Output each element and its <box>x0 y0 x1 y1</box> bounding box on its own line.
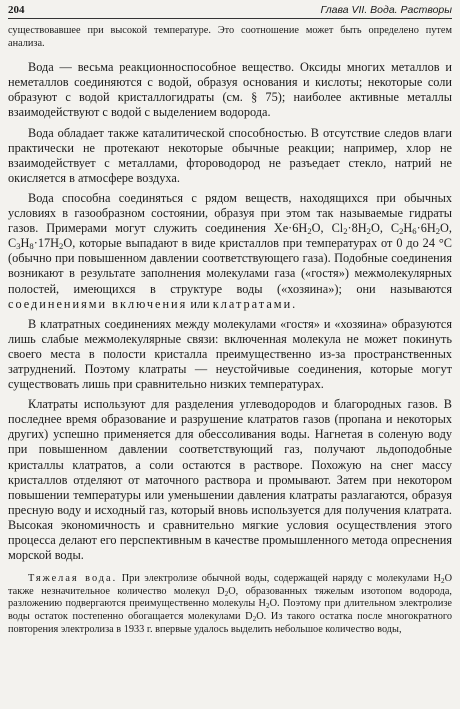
term-clathrates: клатратами. <box>212 296 298 311</box>
paragraph-reactivity: Вода — весьма реакционноспособное вещество. Оксиды многих металлов и неметаллов соединяются с водой, образуя основания и кислоты; некоторые соли образуют с водой кристаллогидраты (см. § 75); наиболее активные металлы взаимодействуют с водой с выделением водорода. <box>8 60 452 120</box>
formula-c2h6-hydrate: $C_2H_6\cdot 6H_2O$, <box>390 221 452 237</box>
formula-cl2-hydrate: $Cl_2\cdot 8H_2O$, <box>331 221 383 237</box>
term-inclusion-compounds: соединениями включения <box>8 296 188 311</box>
page-body <box>8 25 452 636</box>
continued-paragraph: существовавшее при высокой температуре. Это соотношение может быть определено путем анализа. <box>8 25 452 49</box>
running-header <box>8 2 452 19</box>
section-title-heavy-water: Тяжелая вода. <box>28 573 118 585</box>
page-number: 204 <box>8 4 25 16</box>
paragraph-clathrate-uses: Клатраты используют для разделения углеводородов и благородных газов. В последнее время образование и разрушение клатратов газов (пропана и некоторых других) успешно применяется для обессоливания воды. Нагнетая в соленую воду при повышенном давлении соответствующий газ, получают льдоподобные кристаллы клатратов, а соли остаются в растворе. Похожую на снег массу кристаллов отделяют от маточного раствора и промывают. Затем при некотором повышении температуры или уменьшении давления клатраты разлагаются, образуя пресную воду и исходный газ, который вновь используется для получения клатрата. Высокая экономичность и сравнительно мягкие условия осуществления этого процесса делают его перспективным в качестве промышленного метода опреснения морской воды. <box>8 397 452 563</box>
chapter-title: Глава VII. Вода. Растворы <box>320 4 452 16</box>
formula-xe-hydrate: $Xe\cdot 6H_2O$, <box>273 221 324 237</box>
formula-c3h8-hydrate: $C_3H_8\cdot 17H_2O$, <box>8 236 76 252</box>
paragraph-clathrate-bonds: В клатратных соединениях между молекулами «гостя» и «хозяина» образуются лишь слабые межмолекулярные связи: включенная молекула не может покинуть своего места в полости кристалла преимущественно из-за пространственных затруднений. Поэтому клатраты — неустойчивые соединения, которые могут существовать лишь при сравнительно низких температурах. <box>8 316 452 392</box>
paragraph-heavy-water: Тяжелая вода. При электролизе обычной воды, содержащей наряду с молекулами $H_2O$ также незначительное количество молекул $D_2O$, образованных тяжелым изотопом водорода, разложению подвергаются преимущественно молекулы $H_2O$. Поэтому при длительном электролизе воды остаток постепенно обогащается молекулами $D_2O$. Из такого остатка после многократного повторения электролиза в 1933 г. впервые удалось выделить небольшое количество воды, <box>8 573 453 635</box>
paragraph-gas-hydrates: Вода способна соединяться с рядом веществ, находящихся при обычных условиях в газообразном состоянии, образуя при этом так называемые гидраты газов. Примерами могут служить соединения $Xe\cdot 6H_2O$, $Cl_2\cdot 8H_2O$, $C_2H_6\cdot 6H_2O$, $C_3H_8\cdot 17H_2O$, которые выпадают в виде кристаллов при температурах от 0 до 24 °С (обычно при повышенном давлении соответствующего газа). Подобные соединения возникают в результате заполнения молекулами газа («гостя») межмолекулярных полостей, имеющихся в структуре воды («хозяина»); они называются соединениями включения или клатратами. <box>8 190 452 311</box>
paragraph-catalysis: Вода обладает также каталитической способностью. В отсутствие следов влаги практически не протекают некоторые обычные реакции; например, хлор не взаимодействует с металлами, фтороводород не разъедает стекло, натрий не окисляется в атмосфере воздуха. <box>8 125 452 185</box>
